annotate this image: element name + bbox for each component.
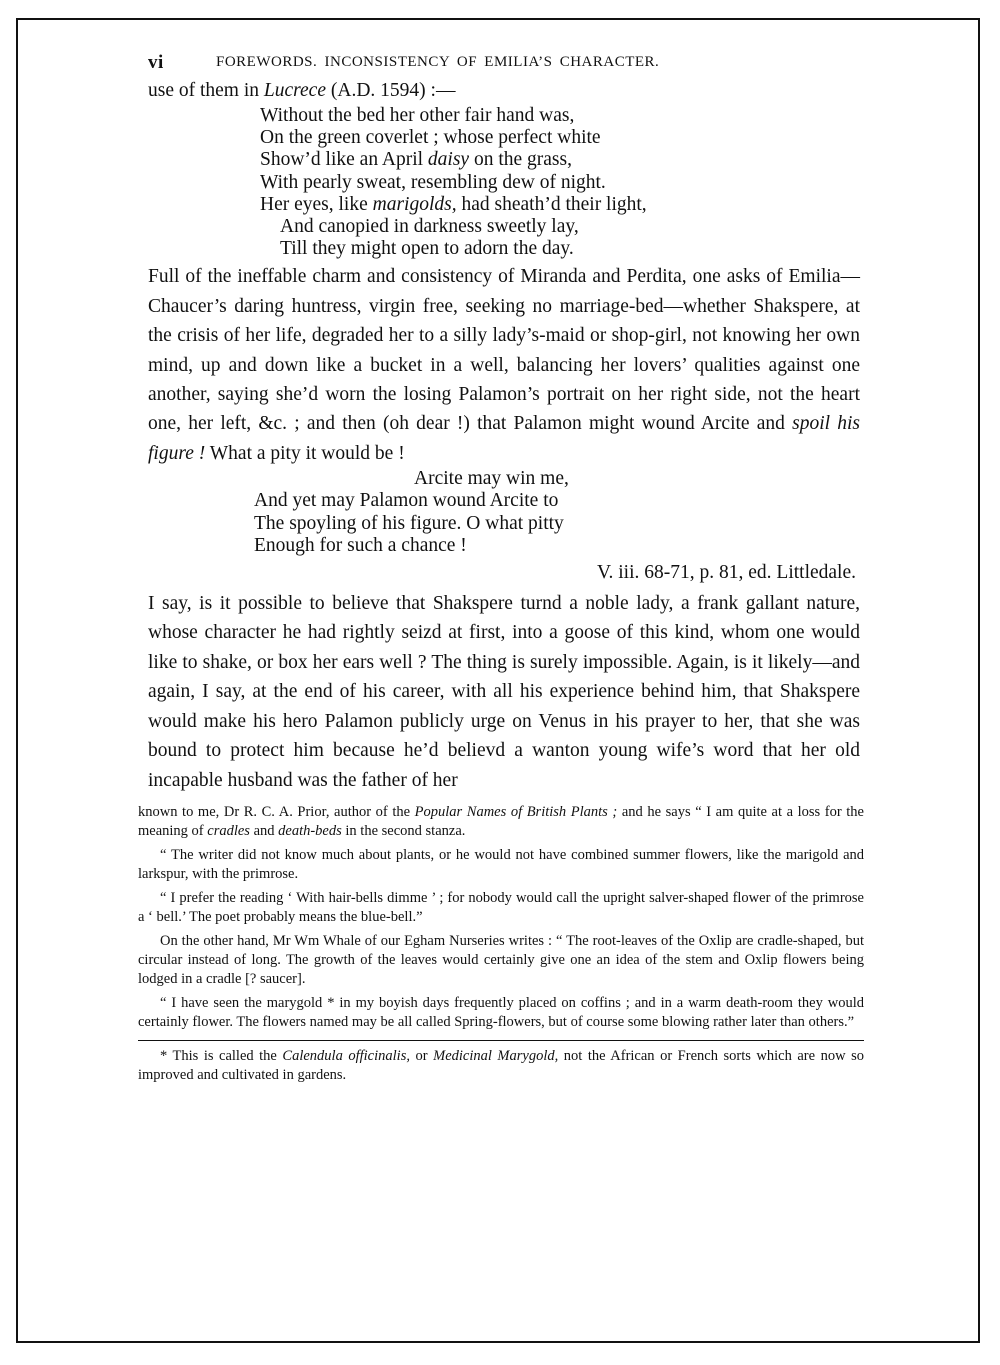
verse-line: Arcite may win me,: [414, 468, 569, 490]
verse-line: And yet may Palamon wound Arcite to: [254, 490, 559, 512]
lucrece-quotation: [260, 105, 860, 260]
lead-title: Lucrece: [263, 80, 326, 101]
verse-text: Her eyes, like: [260, 193, 373, 215]
footnote-paragraph: “ The writer did not know much about plants, or he would not have combined summer flowers, like the marigold and larkspur, with the primrose.: [138, 846, 864, 882]
quotation-citation: V. iii. 68-71, p. 81, ed. Littledale.: [596, 562, 856, 584]
verse-italic: daisy: [427, 149, 470, 171]
verse-text: on the grass,: [469, 149, 572, 171]
footnote-text: * This is called the: [160, 1047, 283, 1064]
lead-text: use of them in: [148, 80, 264, 101]
verse-line: [260, 149, 860, 171]
footnote-paragraph: On the other hand, Mr Wm Whale of our Egham Nurseries writes : “ The root-leaves of the Oxlip are cradle-shaped, but circular instead of long. The growth of the leaves would certainly give one an idea of the stem and Oxlip flowers being lodged in a cradle [? saucer].: [138, 932, 864, 987]
footnote-italic: Calendula officinalis,: [282, 1047, 410, 1064]
footnote-italic: Medicinal Marygold,: [433, 1047, 559, 1064]
footnote-paragraph: [138, 803, 864, 841]
footnote-paragraph: [138, 1047, 864, 1085]
verse-line: The spoyling of his figure. O what pitty: [254, 512, 564, 534]
footnote-text: in the second stanza.: [341, 822, 466, 839]
paragraph-text-end: What a pity it would be !: [205, 442, 405, 464]
footnote-italic: Popular Names of British Plants ;: [414, 803, 618, 820]
footnotes: [138, 803, 864, 1032]
verse-text: had sheath’d their light,: [456, 193, 647, 215]
paragraph-text: Full of the ineffable charm and consistency of Miranda and Perdita, one asks of Emilia—Chaucer’s daring huntress, virgin free, seeking no marriage-bed—whether Shakspere, at the crisis of her life, degraded her to a silly lady’s-maid or shop-girl, not knowing her own mind, up and down like a bucket in a well, balancing her lovers’ qualities against one another, saying she’d worn the losing Palamon’s portrait on her right side, not the heart one, her left, &c. ; and then (oh dear !) that Palamon might wound Arcite and: [148, 266, 860, 435]
lead-line: [148, 78, 860, 104]
kinsmen-quotation: [254, 468, 860, 557]
footnote-text: or: [409, 1047, 434, 1064]
verse-italic: marigolds,: [372, 193, 457, 215]
verse-text: Show’d like an April: [260, 149, 428, 171]
body-paragraph-1: [148, 262, 860, 468]
footnote-text: known to me, Dr R. C. A. Prior, author of the: [138, 803, 415, 820]
book-page: [138, 44, 864, 1085]
body-paragraph-2: [148, 589, 860, 795]
footnote-divider: [138, 1040, 864, 1041]
verse-line: With pearly sweat, resembling dew of night.: [260, 171, 606, 193]
verse-line: Without the bed her other fair hand was,: [260, 105, 575, 126]
footnote-paragraph: “ I prefer the reading ‘ With hair-bells dimme ’ ; for nobody would call the upright salver-shaped flower of the primrose a ‘ bell.’ The poet probably means the blue-bell.”: [138, 889, 864, 925]
footnote-text: and he says “ I am quite at a loss for the meaning of: [138, 803, 864, 839]
paragraph: [148, 262, 860, 468]
verse-line: [260, 194, 860, 216]
footnote-italic: cradles: [207, 822, 250, 839]
verse-line: On the green coverlet ; whose perfect white: [260, 127, 601, 149]
paragraph-italic: spoil his figure !: [148, 413, 860, 464]
sub-footnote: [138, 1047, 864, 1085]
footnote-italic: death-beds: [278, 822, 342, 839]
lead-text-end: (A.D. 1594) :—: [326, 80, 456, 101]
paragraph: I say, is it possible to believe that Shakspere turnd a noble lady, a frank gallant nature, whose character he had rightly seizd at first, into a goose of this kind, whom one would like to shake, or box her ears well ? The thing is surely impossible. Again, is it likely—and again, I say, at the end of his career, with all his experience behind him, that Shakspere would make his hero Palamon publicly urge on Venus in his prayer to her, that she was bound to protect him because he’d believd a wanton young wife’s word that her old incapable husband was the father of her: [148, 593, 860, 791]
page-number: vi: [148, 52, 164, 73]
verse-line: Enough for such a chance !: [254, 534, 467, 556]
footnote-paragraph: “ I have seen the marygold * in my boyish days frequently placed on coffins ; and in a warm death-room they would certainly flower. The flowers named may be all called Spring-flowers, but of course some blowing rather later than others.”: [138, 994, 864, 1030]
verse-line: Till they might open to adorn the day.: [280, 238, 574, 260]
footnote-text: and: [249, 822, 279, 839]
running-title: FOREWORDS. INCONSISTENCY OF EMILIA’S CHARACTER.: [216, 54, 660, 70]
footnote-text: not the African or French sorts which are now so improved and cultivated in gardens.: [138, 1047, 864, 1083]
page-header: [148, 44, 860, 78]
verse-line: And canopied in darkness sweetly lay,: [280, 216, 579, 238]
